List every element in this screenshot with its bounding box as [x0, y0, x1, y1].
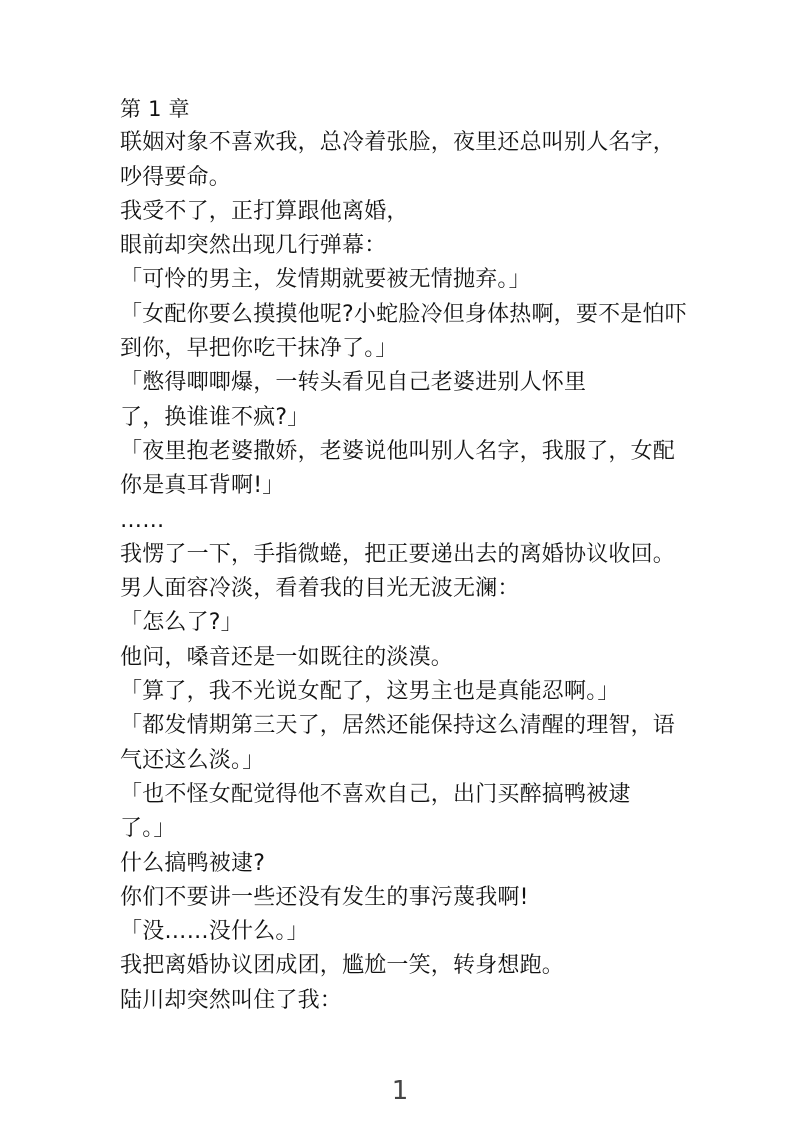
text-line: 联姻对象不喜欢我，总冷着张脸，夜里还总叫别人名字， [120, 130, 676, 156]
page-number: 1 [391, 1076, 409, 1106]
text-line: 吵得要命。 [120, 164, 232, 190]
text-line: 「没……没什么。」 [120, 919, 309, 945]
ellipsis-line: …… [120, 507, 165, 533]
text-line: 到你，早把你吃干抹净了。」 [120, 336, 398, 362]
text-line: 我受不了，正打算跟他离婚， [120, 198, 409, 224]
text-line: 你们不要讲一些还没有发生的事污蔑我啊! [120, 884, 529, 910]
document-body [120, 92, 700, 1018]
text-line: 你是真耳背啊!」 [120, 473, 285, 499]
text-line: 「怎么了?」 [120, 610, 243, 636]
text-line: 「算了，我不光说女配了，这男主也是真能忍啊。」 [120, 679, 620, 705]
text-line: 什么搞鸭被逮? [120, 850, 266, 876]
text-line: 「可怜的男主，发情期就要被无情抛弃。」 [120, 267, 531, 293]
text-line: 陆川却突然叫住了我： [120, 987, 343, 1013]
text-line: 「也不怪女配觉得他不喜欢自己，出门买醉搞鸭被逮 [120, 781, 631, 807]
text-line: 「夜里抱老婆撒娇，老婆说他叫别人名字，我服了，女配 [120, 438, 676, 464]
text-line: 他问，嗓音还是一如既往的淡漠。 [120, 644, 454, 670]
text-line: 「都发情期第三天了，居然还能保持这么清醒的理智，语 [120, 713, 676, 739]
chapter-title: 第 1 章 [120, 97, 190, 121]
text-line: 「憋得唧唧爆，一转头看见自己老婆进别人怀里 [120, 370, 587, 396]
text-line: 了。」 [120, 816, 176, 842]
text-line: 我愣了一下，手指微蜷，把正要递出去的离婚协议收回。 [120, 541, 676, 567]
text-line: 男人面容冷淡，看着我的目光无波无澜： [120, 576, 520, 602]
text-line: 「女配你要么摸摸他呢?小蛇脸冷但身体热啊，要不是怕吓 [120, 301, 687, 327]
text-line: 眼前却突然出现几行弹幕： [120, 233, 387, 259]
text-line: 了，换谁谁不疯?」 [120, 404, 310, 430]
text-line: 气还这么淡。」 [120, 747, 265, 773]
text-line: 我把离婚协议团成团，尴尬一笑，转身想跑。 [120, 953, 565, 979]
